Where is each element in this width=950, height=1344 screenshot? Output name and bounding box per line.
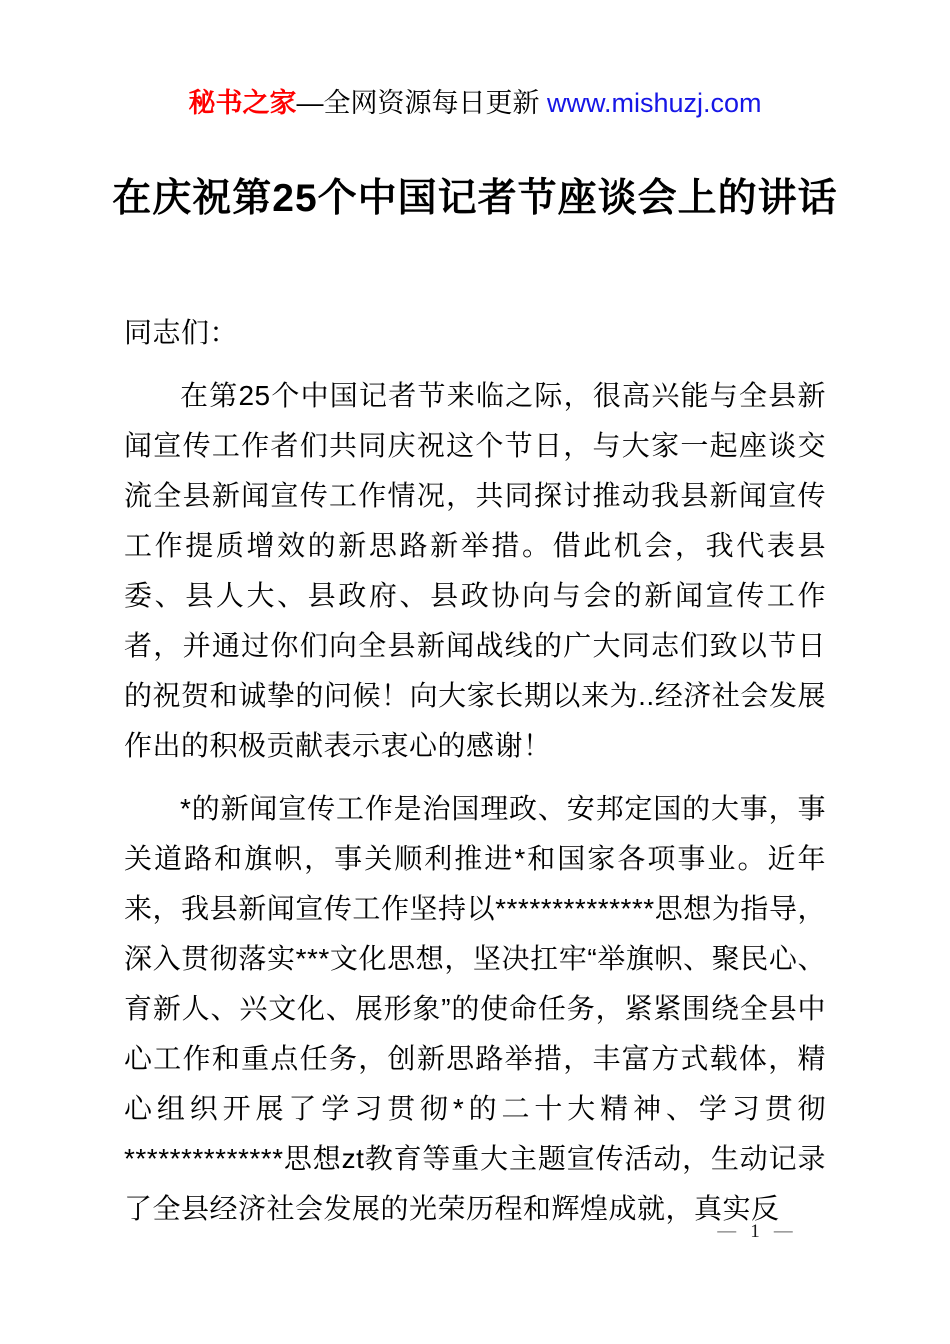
header-tagline: —全网资源每日更新 [296,88,547,118]
page-title: 在庆祝第25个中国记者节座谈会上的讲话 [112,177,838,220]
paragraph-opening: 在第25个中国记者节来临之际，很高兴能与全县新闻宣传工作者们共同庆祝这个节日，与大家一起座谈交流全县新闻宣传工作情况，共同探讨推动我县新闻宣传工作提质增效的新思路新举措。借此机会，我代表县委、县人大、县政府、县政协向与会的新闻宣传工作者，并通过你们向全县新闻战线的广大同志们致以节日的祝贺和诚挚的问候！向大家长期以来为..经济社会发展作出的积极贡献表示衷心的感谢！ [124,380,826,761]
footer-dash-right: — [773,1221,793,1242]
footer-dash-left: — [717,1221,737,1242]
brand-text: 秘书之家 [188,88,297,118]
site-url-link[interactable]: www.mishuzj.com [546,88,762,118]
page-number: 1 [750,1221,760,1242]
paragraph-salutation: 同志们： [124,317,239,348]
paragraph-body: *的新闻宣传工作是治国理政、安邦定国的大事，事关道路和旗帜，事关顺利推进*和国家各项事业。近年来，我县新闻宣传工作坚持以**************思想为指导，深入贯彻落实***文化思想，坚决扛牢“举旗帜、聚民心、育新人、兴文化、展形象”的使命任务，紧紧围绕全县中心工作和重点任务，创新思路举措，丰富方式载体，精心组织开展了学习贯彻*的二十大精神、学习贯彻**************思想zt教育等重大主题宣传活动，生动记录了全县经济社会发展的光荣历程和辉煌成就，真实反 [124,793,826,1224]
site-header [0,0,950,120]
page-footer [680,1218,830,1246]
document-body [124,308,826,1234]
